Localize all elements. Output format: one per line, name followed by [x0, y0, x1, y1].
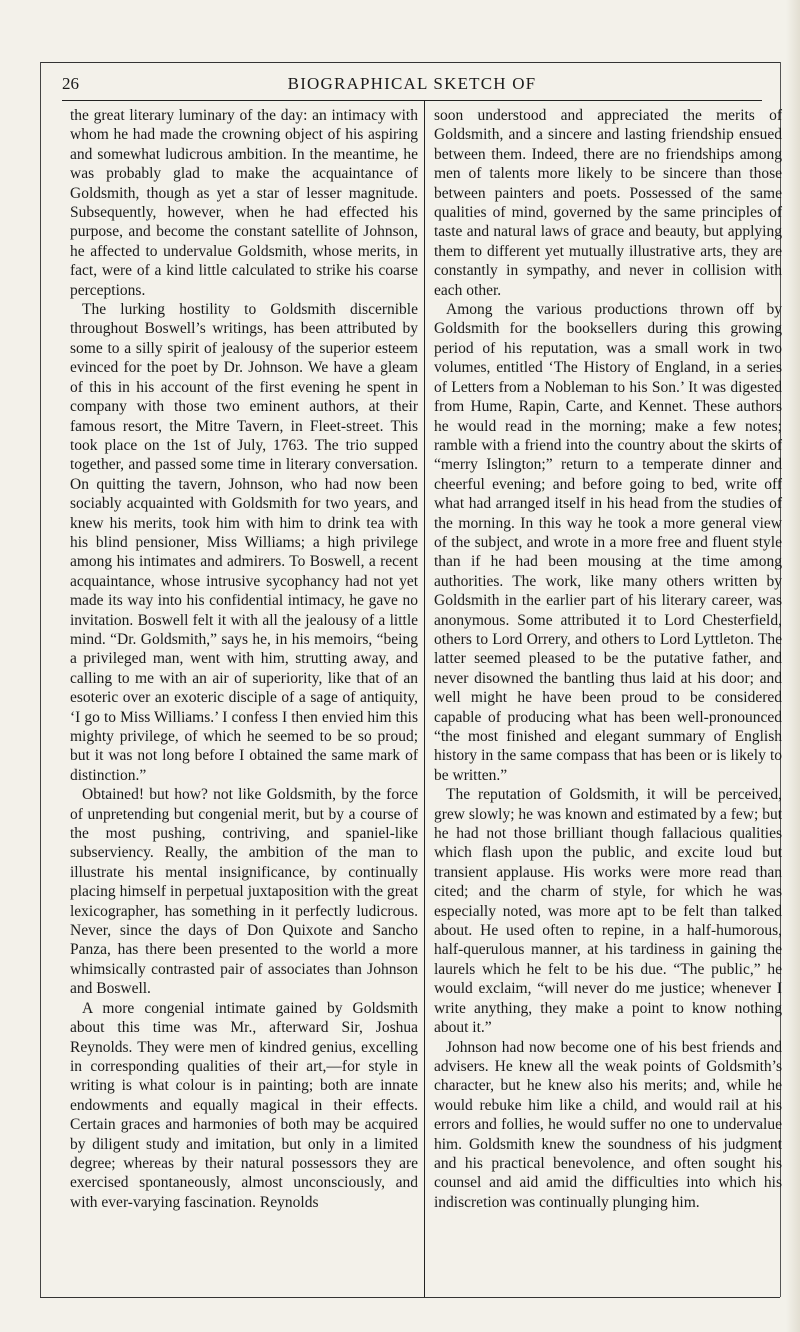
paragraph: soon understood and appreciated the merits of Goldsmith, and a sincere and lasting friendship ensued between them. Indeed, there are no friendships among men of talents more likely to be sincere than those between painters and poets. Possessed of the same qualities of mind, governed by the same principles of taste and natural laws of grace and beauty, but applying them to different yet mutually illustrative arts, they are constantly in sympathy, and never in collision with each other.	[434, 107, 782, 299]
paragraph: A more congenial intimate gained by Goldsmith about this time was Mr., afterward Sir, Joshua Reynolds. They were men of kindred genius, excelling in corresponding qualities of their art,—for style in writing is what colour is in painting; both are innate endowments and equally magical in their effects. Certain graces and harmonies of both may be acquired by diligent study and imitation, but only in a limited degree; whereas by their natural possessors they are exercised spontaneously, almost unconsciously, and with ever-varying fascination. Reynolds	[70, 999, 418, 1211]
right-column	[434, 106, 782, 1296]
header-rule	[62, 100, 762, 101]
left-column	[70, 106, 418, 1296]
page-frame-top	[40, 62, 780, 63]
page-header	[62, 74, 762, 100]
running-head: BIOGRAPHICAL SKETCH OF	[287, 74, 537, 93]
page-number: 26	[62, 74, 79, 93]
paragraph: Obtained! but how? not like Goldsmith, by the force of unpretending but congenial merit, but by a course of the most pushing, contriving, and spaniel-like subserviency. Really, the ambition of the man to illustrate his mental insignificance, by continually placing himself in perpetual juxtaposition with the great lexicographer, has something in it perfectly ludicrous. Never, since the days of Don Quixote and Sancho Panza, has there been presented to the world a more whimsically contrasted pair of associates than Johnson and Boswell.	[70, 786, 418, 998]
paragraph: The lurking hostility to Goldsmith discernible throughout Boswell’s writings, has been attributed by some to a silly spirit of jealousy of the superior esteem evinced for the poet by Dr. Johnson. We have a gleam of this in his account of the first evening he spent in company with those two eminent authors, at their famous resort, the Mitre Tavern, in Fleet-street. This took place on the 1st of July, 1763. The trio supped together, and passed some time in literary conversation. On quitting the tavern, Johnson, who had now been sociably acquainted with Goldsmith for two years, and knew his merits, took him with him to drink tea with his blind pensioner, Miss Williams; a high privilege among his intimates and admirers. To Boswell, a recent acquaintance, whose intrusive sycophancy had not yet made its way into his confidential intimacy, he gave no invitation. Boswell felt it with all the jealousy of a little mind. “Dr. Goldsmith,” says he, in his memoirs, “being a privileged man, went with him, strutting away, and calling to me with an air of superiority, like that of an esoteric over an exoteric disciple of a sage of antiquity, ‘I go to Miss Williams.’ I confess I then envied him this mighty privilege, of which he seemed to be so proud; but it was not long before I obtained the same mark of distinction.”	[70, 301, 418, 784]
page-frame-bottom	[40, 1297, 780, 1298]
column-divider	[424, 100, 425, 1297]
page-frame-left	[40, 62, 41, 1297]
paragraph: The reputation of Goldsmith, it will be perceived, grew slowly; he was known and estimated by a few; but he had not those brilliant though fallacious qualities which flash upon the public, and excite loud but transient applause. His works were more read than cited; and the charm of style, for which he was especially noted, was more apt to be felt than talked about. He used often to repine, in a half-humorous, half-querulous manner, at his tardiness in gaining the laurels which he felt to be his due. “The public,” he would exclaim, “will never do me justice; whenever I write anything, they make a point to know nothing about it.”	[434, 786, 782, 1037]
paragraph: Johnson had now become one of his best friends and advisers. He knew all the weak points of Goldsmith’s character, but he knew also his merits; and, while he would rebuke him like a child, and would rail at his errors and follies, he would suffer no one to undervalue him. Goldsmith knew the soundness of his judgment and his practical benevolence, and often sought his counsel and aid amid the difficulties into which his indiscretion was continually plunging him.	[434, 1038, 782, 1211]
paragraph: the great literary luminary of the day: an intimacy with whom he had made the crowning object of his aspiring and somewhat ludicrous ambition. In the meantime, he was probably glad to make the acquaintance of Goldsmith, though as yet a star of lesser magnitude. Subsequently, however, when he had effected his purpose, and become the constant satellite of Johnson, he affected to undervalue Goldsmith, whose merits, in fact, were of a kind little calculated to strike his coarse perceptions.	[70, 107, 418, 299]
page-edge-shadow	[786, 0, 800, 1332]
paragraph: Among the various productions thrown off by Goldsmith for the booksellers during this growing period of his reputation, was a small work in two volumes, entitled ‘The History of England, in a series of Letters from a Nobleman to his Son.’ It was digested from Hume, Rapin, Carte, and Kennet. These authors he would read in the morning; make a few notes; ramble with a friend into the country about the skirts of “merry Islington;” return to a temperate dinner and cheerful evening; and before going to bed, write off what had arranged itself in his head from the studies of the morning. In this way he took a more general view of the subject, and wrote in a more free and fluent style than if he had been mousing at the time among authorities. The work, like many others written by Goldsmith in the earlier part of his literary career, was anonymous. Some attributed it to Lord Chesterfield, others to Lord Orrery, and others to Lord Lyttleton. The latter seemed pleased to be the putative father, and never disowned the bantling thus laid at his door; and well might he have been proud to be considered capable of producing what has been well-pronounced “the most finished and elegant summary of English history in the same compass that has been or is likely to be written.”	[434, 301, 782, 784]
